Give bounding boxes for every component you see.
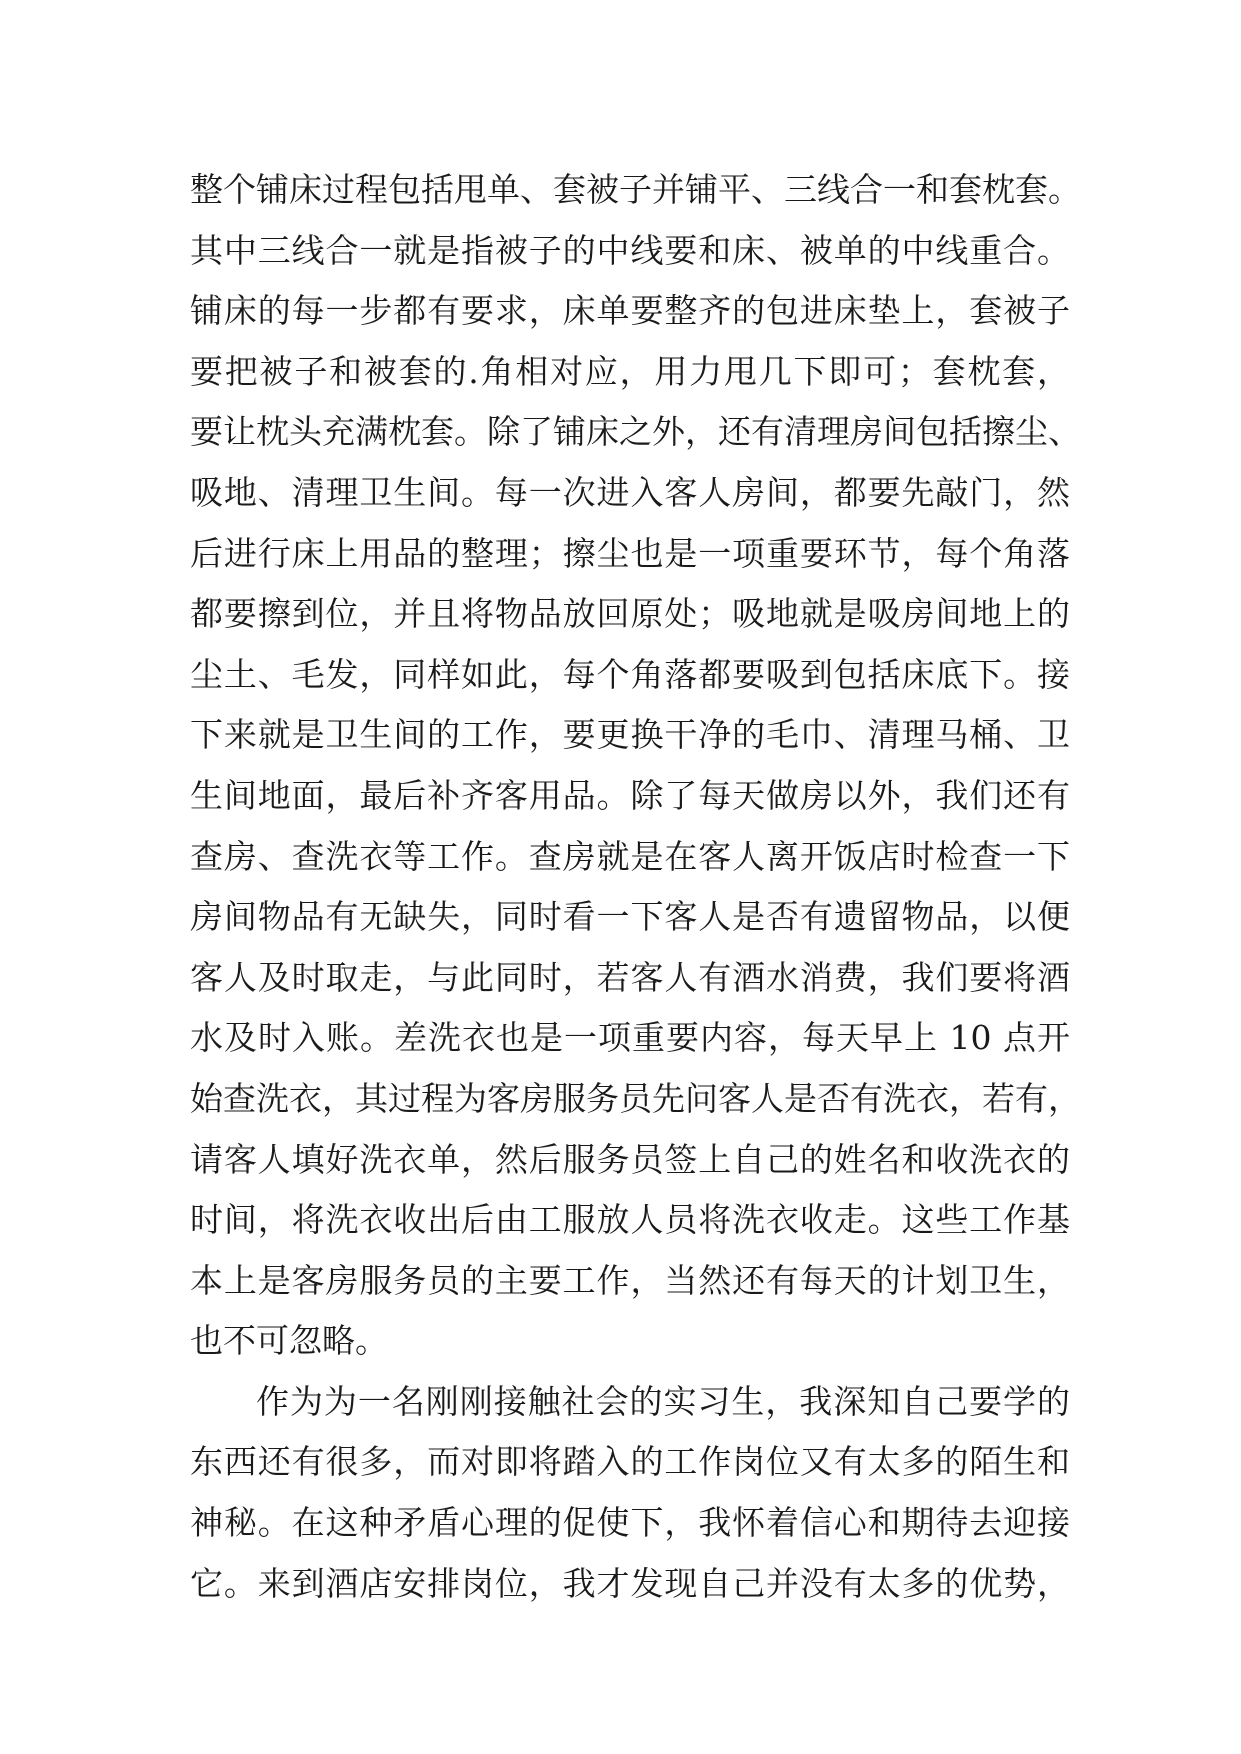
text-line: 本上是客房服务员的主要工作，当然还有每天的计划卫生， [190, 1260, 1070, 1300]
text-line: 它。来到酒店安排岗位，我才发现自己并没有太多的优势， [190, 1563, 1070, 1603]
text-line: 作为为一名刚刚接触社会的实习生，我深知自己要学的 [256, 1381, 1070, 1421]
text-line: 也不可忽略。 [190, 1321, 388, 1361]
text-line: 神秘。在这种矛盾心理的促使下，我怀着信心和期待去迎接 [190, 1503, 1070, 1543]
text-line: 查房、查洗衣等工作。查房就是在客人离开饭店时检查一下 [190, 836, 1070, 876]
text-line: 下来就是卫生间的工作，要更换干净的毛巾、清理马桶、卫 [190, 715, 1070, 755]
paragraph [190, 160, 1081, 1372]
text-line: 客人及时取走，与此同时，若客人有酒水消费，我们要将酒 [190, 957, 1070, 997]
text-line: 吸地、清理卫生间。每一次进入客人房间，都要先敲门，然 [190, 472, 1070, 512]
text-line: 都要擦到位，并且将物品放回原处；吸地就是吸房间地上的 [190, 594, 1070, 634]
text-line: 整个铺床过程包括甩单、套被子并铺平、三线合一和套枕套。 [190, 170, 1081, 209]
text-line: 其中三线合一就是指被子的中线要和床、被单的中线重合。 [190, 230, 1070, 270]
text-line: 房间物品有无缺失，同时看一下客人是否有遗留物品，以便 [190, 897, 1070, 937]
text-line: 时间，将洗衣收出后由工服放人员将洗衣收走。这些工作基 [190, 1200, 1070, 1240]
text-line: 后进行床上用品的整理；擦尘也是一项重要环节，每个角落 [190, 533, 1070, 573]
paragraph [190, 1372, 1070, 1614]
body-text [190, 160, 1081, 1614]
text-line: 要把被子和被套的.角相对应，用力甩几下即可；套枕套， [190, 351, 1070, 391]
text-line: 尘土、毛发，同样如此，每个角落都要吸到包括床底下。接 [190, 654, 1070, 694]
text-line: 生间地面，最后补齐客用品。除了每天做房以外，我们还有 [190, 775, 1070, 815]
text-line: 始查洗衣，其过程为客房服务员先问客人是否有洗衣，若有， [190, 1078, 1081, 1118]
text-line: 水及时入账。差洗衣也是一项重要内容，每天早上 10 点开 [190, 1018, 1070, 1058]
text-line: 请客人填好洗衣单，然后服务员签上自己的姓名和收洗衣的 [190, 1139, 1070, 1179]
text-line: 铺床的每一步都有要求，床单要整齐的包进床垫上，套被子 [190, 291, 1070, 331]
text-line: 东西还有很多，而对即将踏入的工作岗位又有太多的陌生和 [190, 1442, 1070, 1482]
text-line: 要让枕头充满枕套。除了铺床之外，还有清理房间包括擦尘、 [190, 412, 1081, 452]
